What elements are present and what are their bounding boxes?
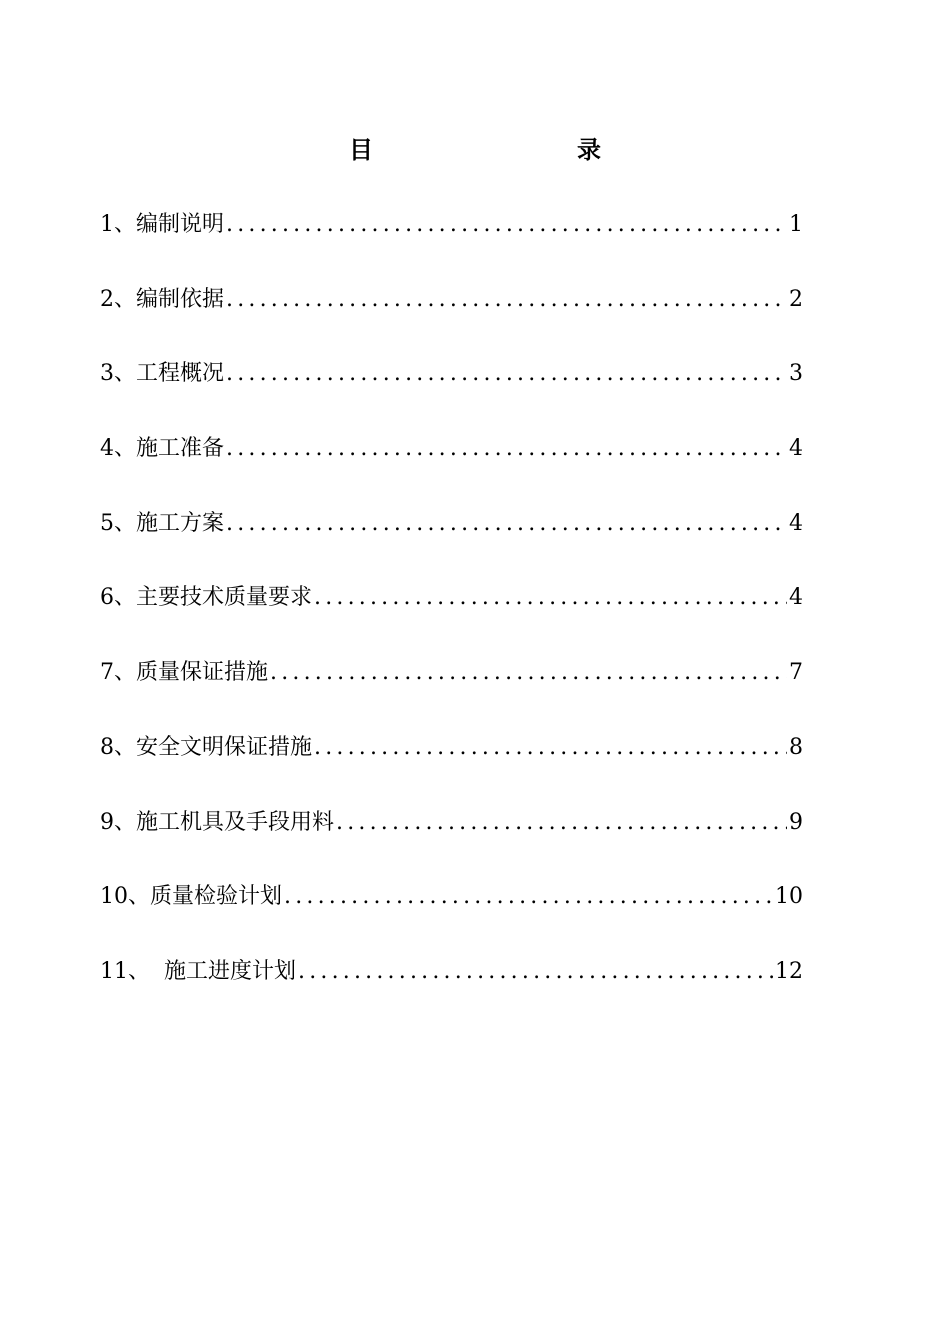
toc-entry-9[interactable] [100, 803, 803, 878]
toc-entry-label: 施工机具及手段用料 [136, 809, 335, 835]
toc-entry-6[interactable] [100, 578, 803, 653]
toc-entry-number: 8、 [100, 734, 136, 760]
toc-title: 目 录 [349, 135, 653, 164]
toc-entry-label: 施工准备 [136, 436, 225, 462]
toc-dot-leader [226, 354, 787, 394]
toc-entry-number: 5、 [100, 510, 136, 536]
toc-dot-leader [226, 205, 787, 245]
toc-entry-label: 安全文明保证措施 [136, 734, 313, 760]
toc-entry-page: 12 [775, 958, 803, 984]
toc-entry-label: 主要技术质量要求 [136, 585, 313, 611]
toc-entry-page: 4 [789, 510, 803, 536]
toc-dot-leader [336, 803, 787, 843]
toc-entry-page: 10 [775, 884, 803, 910]
toc-entry-number: 4、 [100, 436, 136, 462]
toc-entry-page: 2 [789, 286, 803, 312]
toc-entry-label: 施工方案 [136, 510, 225, 536]
toc-entry-number: 3、 [100, 361, 136, 387]
toc-entry-label: 质量保证措施 [136, 660, 269, 686]
toc-entry-label: 施工进度计划 [164, 958, 297, 984]
toc-dot-leader [226, 280, 787, 320]
toc-entry-page: 4 [789, 585, 803, 611]
toc-entry-11[interactable] [100, 952, 803, 1027]
toc-entry-page: 8 [789, 734, 803, 760]
toc-dot-leader [284, 877, 773, 917]
toc-entry-10[interactable] [100, 877, 803, 952]
toc-entry-number: 2、 [100, 286, 136, 312]
toc-entry-2[interactable] [100, 280, 803, 355]
toc-dot-leader [298, 952, 773, 992]
toc-dot-leader [314, 578, 787, 618]
toc-entry-page: 1 [789, 212, 803, 237]
toc-entry-label: 编制依据 [136, 286, 225, 312]
toc-entry-page: 4 [789, 436, 803, 462]
toc-dot-leader [226, 429, 787, 469]
toc-entry-5[interactable] [100, 504, 803, 579]
toc-entry-1[interactable] [100, 205, 803, 280]
toc-entry-number: 7、 [100, 660, 136, 686]
toc-entry-number: 11、 [100, 958, 150, 984]
toc-entry-number: 10、 [100, 884, 150, 910]
toc-entry-number: 1、 [100, 212, 136, 237]
toc-entry-page: 9 [789, 809, 803, 835]
toc-entry-label: 质量检验计划 [150, 884, 283, 910]
toc-entry-7[interactable] [100, 653, 803, 728]
toc-entry-number: 6、 [100, 585, 136, 611]
toc-list [100, 205, 803, 1027]
toc-dot-leader [270, 653, 787, 693]
toc-entry-page: 7 [789, 660, 803, 686]
toc-dot-leader [314, 728, 787, 768]
toc-dot-leader [226, 504, 787, 544]
toc-entry-label: 编制说明 [136, 212, 225, 237]
toc-entry-page: 3 [789, 361, 803, 387]
toc-entry-number: 9、 [100, 809, 136, 835]
toc-entry-8[interactable] [100, 728, 803, 803]
toc-entry-3[interactable] [100, 354, 803, 429]
toc-entry-label: 工程概况 [136, 361, 225, 387]
toc-entry-4[interactable] [100, 429, 803, 504]
